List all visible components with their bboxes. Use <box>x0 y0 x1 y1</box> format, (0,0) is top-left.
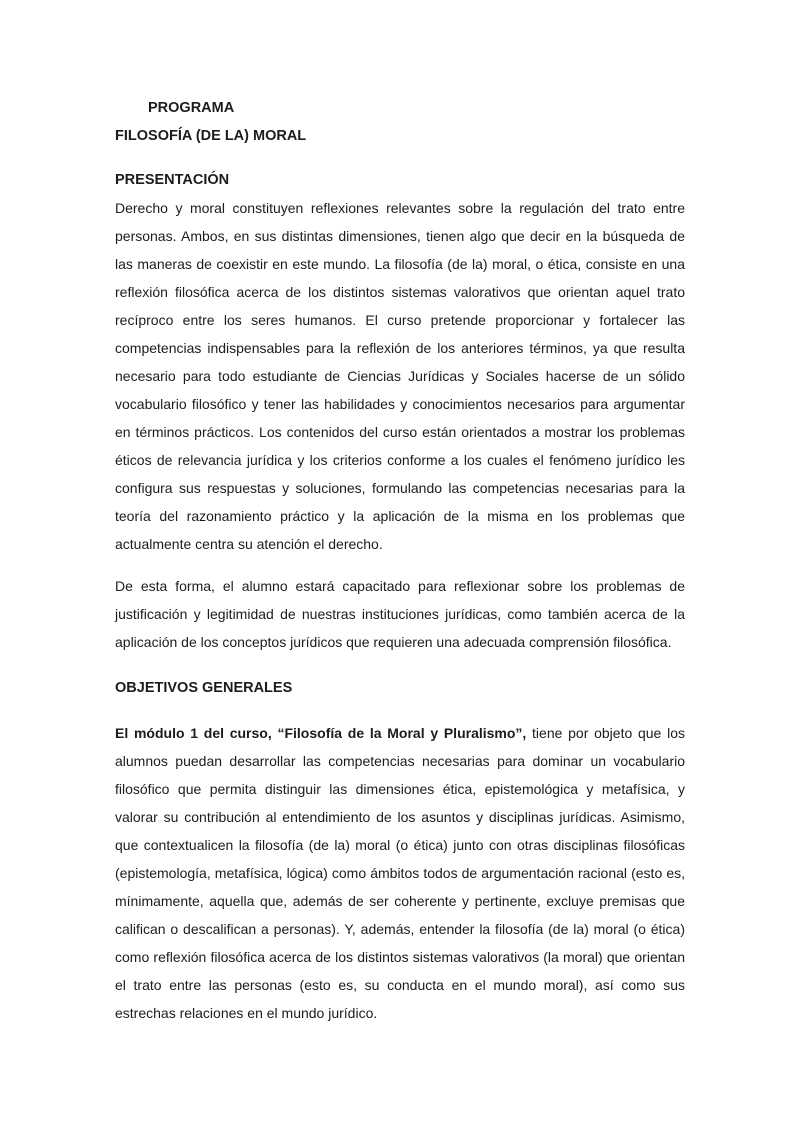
section-heading-objetivos-generales: OBJETIVOS GENERALES <box>115 680 293 696</box>
objetivos-paragraph <box>115 719 685 1027</box>
document-content <box>115 94 685 1027</box>
page-title: PROGRAMA <box>148 100 235 116</box>
section-heading-presentacion: PRESENTACIÓN <box>115 172 230 188</box>
presentacion-paragraph-2: De esta forma, el alumno estará capacitado para reflexionar sobre los problemas de justificación y legitimidad de nuestras instituciones jurídicas, como también acerca de la aplicación de los conceptos jurídicos que requieren una adecuada comprensión filosófica. <box>115 578 685 650</box>
module-title-bold-lead: El módulo 1 del curso, “Filosofía de la Moral y Pluralismo”, <box>115 725 527 741</box>
objetivos-paragraph-rest: tiene por objeto que los alumnos puedan desarrollar las competencias necesarias para dominar un vocabulario filosófico que permita distinguir las dimensiones ética, epistemológica y metafísica, y valorar su contribución al entendimiento de los asuntos y disciplinas jurídicas. Asimismo, que contextualicen la filosofía (de la) moral (o ética) junto con otras disciplinas filosóficas (epistemología, metafísica, lógica) como ámbitos todos de argumentación racional (esto es, mínimamente, aquella que, además de ser coherente y pertinente, excluye premisas que califican o descalifican a personas). Y, además, entender la filosofía (de la) moral (o ética) como reflexión filosófica acerca de los distintos sistemas valorativos (la moral) que orientan el trato entre las personas (esto es, su conducta en el mundo moral), así como sus estrechas relaciones en el mundo jurídico. <box>115 725 685 1021</box>
presentacion-paragraph-1: Derecho y moral constituyen reflexiones relevantes sobre la regulación del trato entre personas. Ambos, en sus distintas dimensiones, tienen algo que decir en la búsqueda de las maneras de coexistir en este mundo. La filosofía (de la) moral, o ética, consiste en una reflexión filosófica acerca de los distintos sistemas valorativos que orientan aquel trato recíproco entre los seres humanos. El curso pretende proporcionar y fortalecer las competencias indispensables para la reflexión de los anteriores términos, ya que resulta necesario para todo estudiante de Ciencias Jurídicas y Sociales hacerse de un sólido vocabulario filosófico y tener las habilidades y conocimientos necesarios para argumentar en términos prácticos. Los contenidos del curso están orientados a mostrar los problemas éticos de relevancia jurídica y los criterios conforme a los cuales el fenómeno jurídico les configura sus respuestas y soluciones, formulando las competencias necesarias para la teoría del razonamiento práctico y la aplicación de la misma en los problemas que actualmente centra su atención el derecho. <box>115 200 685 552</box>
document-subtitle: FILOSOFÍA (DE LA) MORAL <box>115 128 307 144</box>
